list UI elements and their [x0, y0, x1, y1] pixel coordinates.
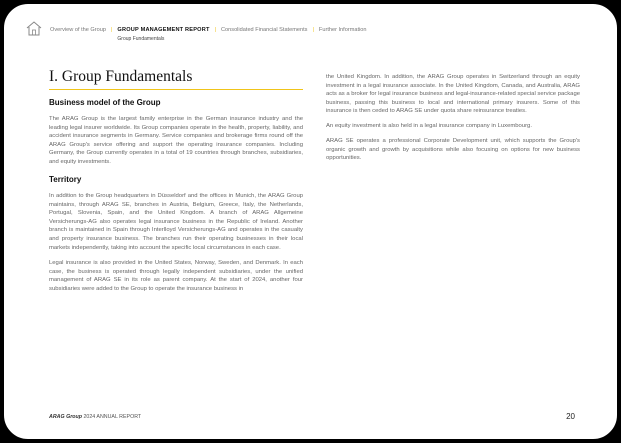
section-heading-territory: Territory	[49, 175, 82, 185]
paragraph-right-1: the United Kingdom. In addition, the ARAG Group operates in Switzerland through an equity investment in a legal insurance associate. In the United Kingdom, Canada, and Australia, ARAG acts as a broker for legal insurance business and legal-insurance-related special service package business, passing this business to local and international primary insurers. Some of this insurance is then ceded to ARAG SE under quota share reinsurance treaties.	[326, 74, 580, 115]
page-title: I. Group Fundamentals	[49, 68, 303, 90]
nav-separator: |	[214, 27, 217, 33]
paragraph-right-3: ARAG SE operates a professional Corporate Development unit, which supports the Group's organic growth and growth by acquisitions while also focusing on options for new business opportunities.	[326, 138, 580, 162]
section-heading-business-model: Business model of the Group	[49, 98, 161, 107]
nav-consolidated-financial-statements[interactable]: Consolidated Financial Statements	[221, 27, 308, 33]
nav-overview[interactable]: Overview of the Group	[50, 27, 106, 33]
nav-further-information[interactable]: Further Information	[318, 27, 367, 33]
nav-sub-group-fundamentals[interactable]: Group Fundamentals	[117, 36, 165, 42]
paragraph-right-2: An equity investment is also held in a legal insurance company in Luxembourg.	[326, 123, 532, 130]
breadcrumb-nav	[50, 27, 597, 42]
footer-report-title: 2024 ANNUAL REPORT	[83, 414, 142, 420]
paragraph-business-model: The ARAG Group is the largest family enterprise in the German insurance industry and the leading legal insurer worldwide. Its Group companies operate in the health, property, liability, and accident insurance segments in Germany. Service companies and brokerage firms round off the ARAG Group's service offering and support the operating insurance companies. Including Germany, the Group currently operates in a total of 19 countries through branches, subsidiaries, and equity investments.	[49, 116, 303, 165]
paragraph-territory-2: Legal insurance is also provided in the United States, Norway, Sweden, and Denmark. In each case, the business is operated through legally independent subsidiaries, under the unified management of ARAG SE in its role as parent company. At the start of 2024, another four subsidiaries were added to the Group to operate the insurance business in	[49, 260, 303, 292]
nav-separator: |	[110, 27, 113, 33]
page-number: 20	[566, 412, 575, 421]
nav-separator: |	[312, 27, 314, 33]
page	[2, 2, 619, 441]
footer-report-label	[49, 414, 141, 420]
nav-group-management-report[interactable]	[117, 27, 210, 42]
home-icon[interactable]	[25, 20, 43, 36]
paragraph-territory-1: In addition to the Group headquarters in Düsseldorf and the offices in Munich, the ARAG Group maintains, through ARAG SE, branches in Austria, Belgium, Greece, Italy, the Netherlands, Portugal, Slovenia, Spain, and the United Kingdom. A branch of ARAG Allgemeine Versicherungs-AG also operates legal insurance business in the Republic of Ireland. Another branch is maintained in Spain through Interlloyd Versicherungs-AG and operates in the casualty and property insurance business. The branches run their operating businesses in their local markets independently, taking into account the specific local circumstances in each case.	[49, 193, 303, 251]
left-column	[49, 68, 303, 300]
right-column	[326, 73, 580, 169]
nav-active-label: GROUP MANAGEMENT REPORT	[117, 27, 210, 33]
footer-brand: ARAG Group	[49, 414, 82, 420]
